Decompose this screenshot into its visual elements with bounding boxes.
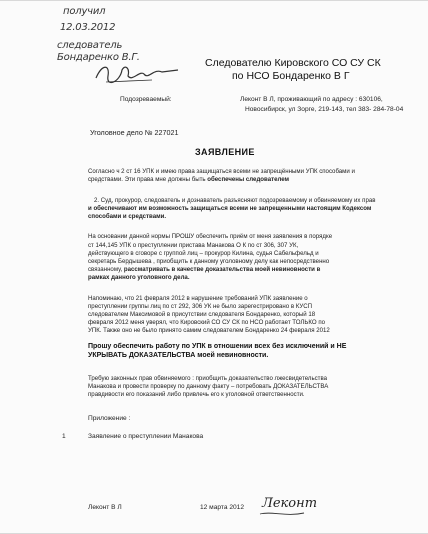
para1-line2-bold: обеспечены следователем [207, 176, 290, 183]
para3-line6: рамках данного уголовного дела. [88, 274, 190, 281]
attachment-item-number: 1 [62, 433, 66, 440]
footer-signature-underline [258, 510, 308, 518]
applicant-line-2: Новосибирск, ул Зорге, 219-143, тел 383- 284-78-04 [245, 106, 404, 113]
handwritten-received: получил [63, 6, 106, 17]
applicant-line-1: Леконт В Л, проживающий по адресу : 630106, [240, 96, 383, 103]
callout-line2: УКРЫВАТЬ ДОКАЗАТЕЛЬСТВА моей невиновности. [88, 352, 269, 359]
para3-line4: секретарь Бердышева , приобщить к данному уголовному делу как непосредственно [88, 258, 330, 265]
para4-line4: февраля 2012 меня уверял, что Кировский СО СУ СК по НСО работает ТОЛЬКО по [88, 319, 326, 326]
para4-line5: УПК. Также оно не было принято самим следователем Бондаренко 24 февраля 2012 [88, 327, 330, 334]
para2-line1: 2. Суд, прокурор, следователь и дознаватель разъясняют подозреваемому и обвиняемому их прав [94, 197, 376, 204]
para3-line3: действующего в сговоре с группой лиц – прокурор Килина, судья Сабельфельд и [88, 250, 319, 257]
para5-line1: Требую законных прав обвиняемого : приобщить доказательство лжесвидетельства [88, 375, 328, 382]
para5-line3: правдивости его показаний либо привлечь его к уголовной ответственности. [88, 391, 305, 398]
para3-line2: ст 144,145 УПК о преступлении пристава Манакова О К по ст 306, 307 УК, [88, 242, 299, 249]
addressee-line-1: Следователю Кировского СО СУ СК [205, 57, 381, 69]
attachment-item-text: Заявление о преступлении Манакова [88, 433, 204, 440]
footer-date: 12 марта 2012 [200, 504, 245, 511]
attachments-label: Приложение : [88, 415, 131, 422]
para2-line3: способами и средствами. [88, 213, 167, 220]
para4-line1: Напоминаю, что 21 февраля 2012 в нарушение требований УПК заявление о [88, 295, 308, 302]
callout-line1: Прошу обеспечить работу по УПК в отношении всех без исключений и НЕ [88, 343, 347, 350]
applicant-label: Подозреваемый: [120, 96, 172, 103]
para3-line5 [88, 266, 320, 273]
footer-author: Леконт В Л [88, 504, 122, 511]
para1-line1: Согласно ч 2 ст 16 УПК и имею права защищаться всеми не запрещёнными УПК способами и [88, 168, 355, 175]
para1-line2-text: средствами. Эти права мне должны быть [88, 176, 208, 183]
case-number: Уголовное дело № 227021 [90, 128, 179, 137]
addressee-line-2: по НСО Бондаренко В Г [232, 70, 350, 82]
para2-line2: и обеспечивают им возможность защищаться всеми не запрещенными настоящим Кодексом [88, 205, 372, 212]
para4-line3: следователем Максимовой в присутствии следователя Бондаренко, который 18 [88, 311, 316, 318]
handwritten-investigator: следователь [57, 40, 123, 51]
para3-line5-bold: рассматривать в качестве доказательства моей невиновности в [123, 266, 321, 273]
handwritten-name: Бондаренко В.Г. [57, 52, 140, 63]
document-title: ЗАЯВЛЕНИЕ [195, 147, 255, 157]
handwritten-date: 12.03.2012 [60, 22, 116, 33]
footer-signature: Леконт [262, 496, 318, 511]
para3-line1: На основании данной нормы ПРОШУ обеспечить приём от меня заявления в порядке [88, 233, 333, 240]
para1-line2 [88, 176, 289, 183]
scan-edge-top [0, 0, 428, 1]
para5-line2: Манакова и провести проверку по данному факту – потребовать ДОКАЗАТЕЛЬСТВА [88, 383, 329, 390]
para3-line5-text: связанному, [88, 266, 124, 273]
para4-line2: преступлении группы лиц по ст 292, 306 УК не было зарегестрировано в КУСП [88, 303, 313, 310]
handwritten-signature-top [92, 62, 182, 86]
